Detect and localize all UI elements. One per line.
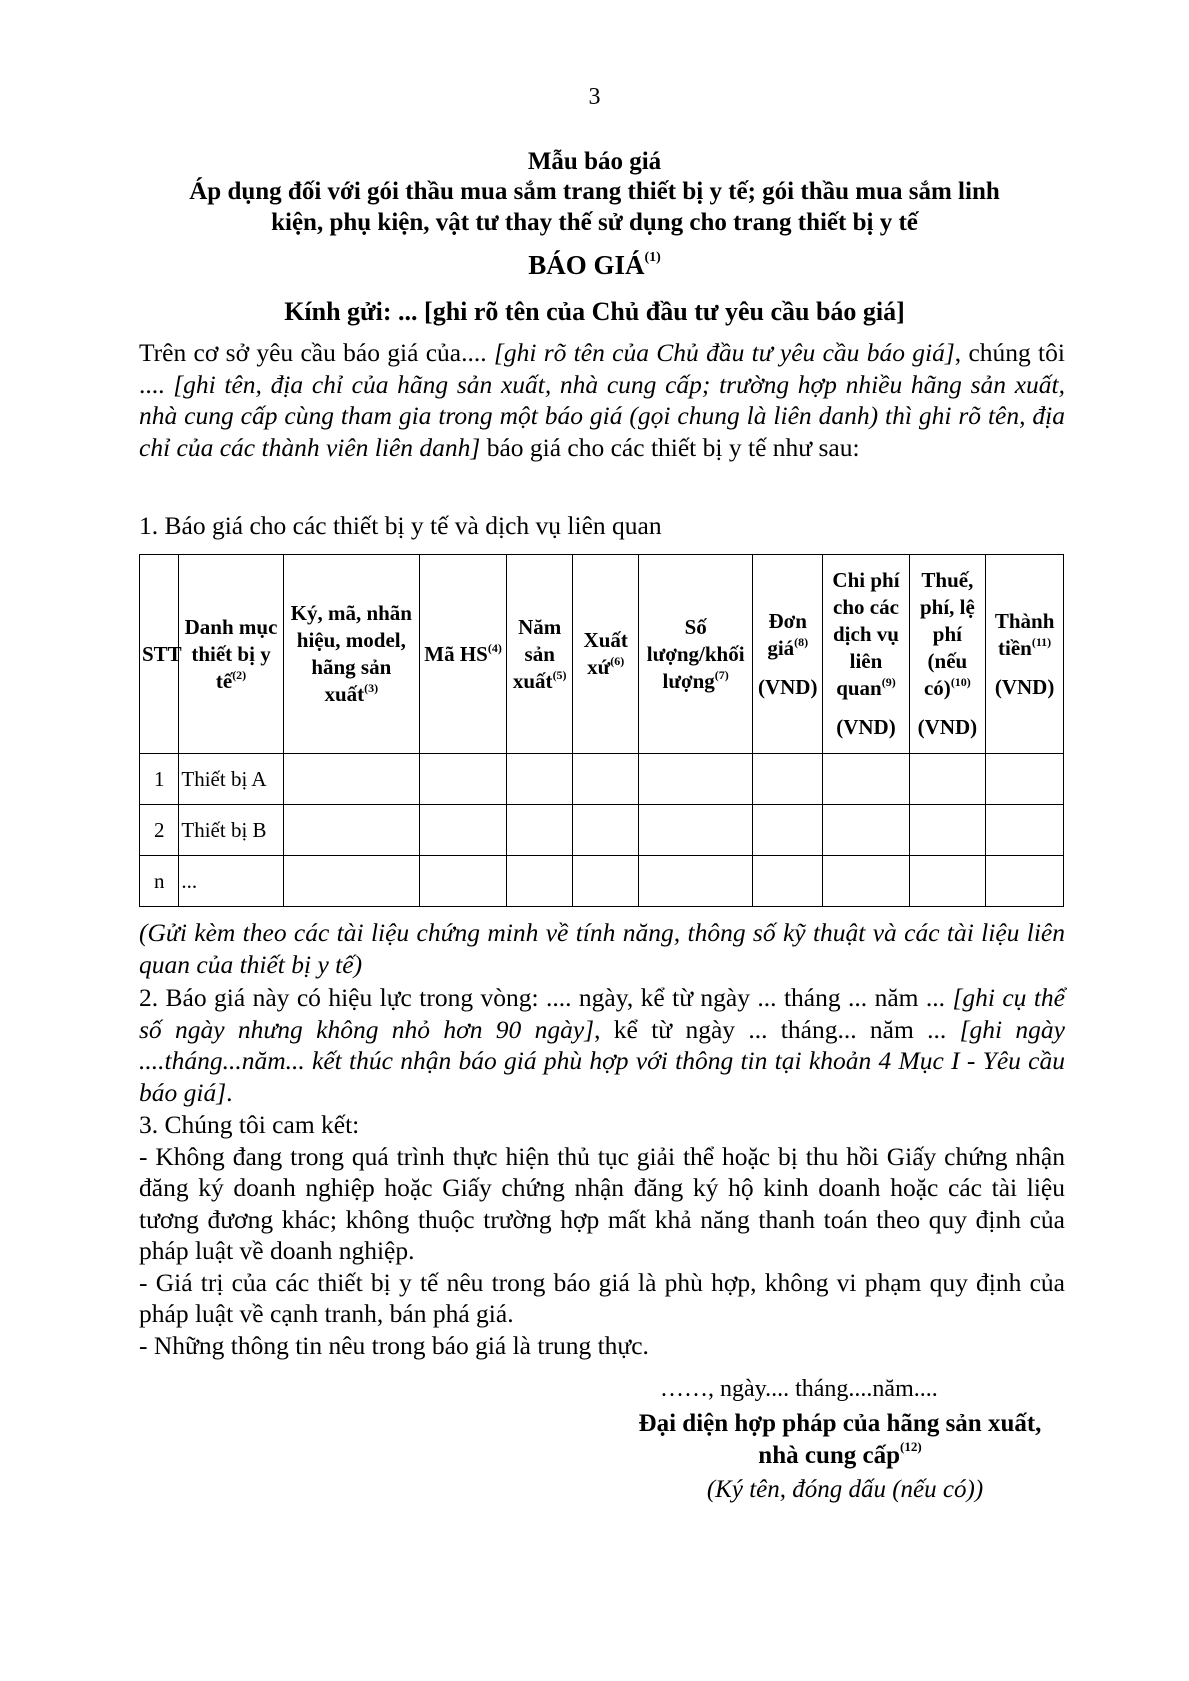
table-header-row bbox=[140, 555, 1064, 754]
form-scope-line-2: kiện, phụ kiện, vật tư thay thế sử dụng cho trang thiết bị y tế bbox=[271, 209, 918, 236]
cell-empty bbox=[507, 805, 573, 856]
header-total: Thành tiền$^{(11)}$ (VND) bbox=[986, 555, 1064, 754]
header-device-list: Danh mục thiết bị y tế$^{(2)}$ bbox=[179, 555, 283, 754]
cell-empty bbox=[753, 805, 823, 856]
quote-table bbox=[139, 554, 1064, 907]
form-label: Mẫu báo giá bbox=[527, 148, 662, 175]
cell-empty bbox=[419, 754, 506, 805]
cell-empty bbox=[909, 856, 986, 907]
cell-empty bbox=[823, 754, 909, 805]
signature-role: Đại diện hợp pháp của hãng sản xuất, nhà cung cấp$^{(12)}$ bbox=[638, 1410, 1042, 1469]
header-stt: STT bbox=[140, 555, 179, 754]
form-scope-line-1: Áp dụng đối với gói thầu mua sắm trang thiết bị y tế; gói thầu mua sắm linh bbox=[189, 178, 1000, 205]
commitments-section bbox=[139, 1109, 1065, 1361]
cell-empty bbox=[419, 856, 506, 907]
header-quantity: Số lượng/khối lượng$^{(7)}$ bbox=[639, 555, 753, 754]
cell-empty bbox=[639, 805, 753, 856]
attachment-note: (Gửi kèm theo các tài liệu chứng minh về tính năng, thông số kỹ thuật và các tài liệu liên quan của thiết bị y tế) bbox=[139, 918, 1065, 979]
section-1-heading: 1. Báo giá cho các thiết bị y tế và dịch vụ liên quan bbox=[139, 511, 662, 540]
table-row bbox=[140, 856, 1064, 907]
table-row bbox=[140, 805, 1064, 856]
cell-empty bbox=[753, 856, 823, 907]
cell-empty bbox=[573, 856, 639, 907]
commitment-item: - Những thông tin nêu trong báo giá là trung thực. bbox=[139, 1330, 649, 1360]
header-unit-price: Đơn giá$^{(8)}$ (VND) bbox=[753, 555, 823, 754]
header-year: Năm sản xuất$^{(5)}$ bbox=[507, 555, 573, 754]
commitments-heading: 3. Chúng tôi cam kết: bbox=[139, 1110, 360, 1139]
cell-empty bbox=[753, 754, 823, 805]
cell-empty bbox=[639, 754, 753, 805]
cell-empty bbox=[507, 856, 573, 907]
cell-empty bbox=[909, 754, 986, 805]
cell-empty bbox=[419, 805, 506, 856]
validity-paragraph: 2. Báo giá này có hiệu lực trong vòng: .... ngày, kể từ ngày ... tháng ... năm ... [ghi cụ thể số ngày nhưng không nhỏ hơn 90 ngày], kể từ ngày ... tháng... năm ... [ghi ngày ....tháng...năm... kết thúc nhận báo giá phù hợp với thông tin tại khoản 4 Mục I - Yêu cầu báo giá]. bbox=[139, 983, 1065, 1107]
cell-empty bbox=[283, 754, 419, 805]
cell-empty bbox=[986, 856, 1064, 907]
header-tax: Thuế, phí, lệ phí (nếu có)$^{(10)}$ (VND) bbox=[909, 555, 986, 754]
header-model: Ký, mã, nhãn hiệu, model, hãng sản xuất$^{(3)}$ bbox=[283, 555, 419, 754]
cell-empty bbox=[986, 805, 1064, 856]
row-device-name: Thiết bị A bbox=[179, 754, 283, 805]
row-device-name: ... bbox=[179, 856, 283, 907]
row-stt: n bbox=[140, 856, 179, 907]
row-device-name: Thiết bị B bbox=[179, 805, 283, 856]
table-row bbox=[140, 754, 1064, 805]
row-stt: 1 bbox=[140, 754, 179, 805]
cell-empty bbox=[283, 856, 419, 907]
signature-date-line: ……, ngày.... tháng....năm.... bbox=[660, 1376, 938, 1402]
signature-instruction: (Ký tên, đóng dấu (nếu có)) bbox=[706, 1476, 984, 1503]
cell-empty bbox=[573, 805, 639, 856]
cell-empty bbox=[573, 754, 639, 805]
page-number: 3 bbox=[588, 84, 601, 110]
cell-empty bbox=[639, 856, 753, 907]
cell-empty bbox=[507, 754, 573, 805]
row-stt: 2 bbox=[140, 805, 179, 856]
cell-empty bbox=[909, 805, 986, 856]
header-origin: Xuất xứ$^{(6)}$ bbox=[573, 555, 639, 754]
cell-empty bbox=[823, 805, 909, 856]
document-title: BÁO GIÁ$^{(1)}$ bbox=[528, 250, 661, 280]
commitment-item: - Không đang trong quá trình thực hiện thủ tục giải thể hoặc bị thu hồi Giấy chứng nhận đăng ký doanh nghiệp hoặc Giấy chứng nhận đăng ký hộ kinh doanh hoặc các tài liệu tương đương khác; không thuộc trường hợp mất khả năng thanh toán theo quy định của pháp luật về doanh nghiệp. bbox=[139, 1141, 1065, 1265]
cell-empty bbox=[986, 754, 1064, 805]
header-service-cost: Chi phí cho các dịch vụ liên quan$^{(9)}$ (VND) bbox=[823, 555, 909, 754]
header-hs-code: Mã HS$^{(4)}$ bbox=[419, 555, 506, 754]
recipient-line: Kính gửi: ... [ghi rõ tên của Chủ đầu tư yêu cầu báo giá] bbox=[284, 297, 905, 326]
cell-empty bbox=[283, 805, 419, 856]
commitment-item: - Giá trị của các thiết bị y tế nêu trong báo giá là phù hợp, không vi phạm quy định của pháp luật về cạnh tranh, bán phá giá. bbox=[139, 1267, 1065, 1328]
intro-paragraph: Trên cơ sở yêu cầu báo giá của.... [ghi rõ tên của Chủ đầu tư yêu cầu báo giá], chúng tôi .... [ghi tên, địa chỉ của hãng sản xuất, nhà cung cấp; trường hợp nhiều hãng sản xuất, nhà cung cấp cùng tham gia trong một báo giá (gọi chung là liên danh) thì ghi rõ tên, địa chỉ của các thành viên liên danh] báo giá cho các thiết bị y tế như sau: bbox=[139, 338, 1065, 462]
cell-empty bbox=[823, 856, 909, 907]
